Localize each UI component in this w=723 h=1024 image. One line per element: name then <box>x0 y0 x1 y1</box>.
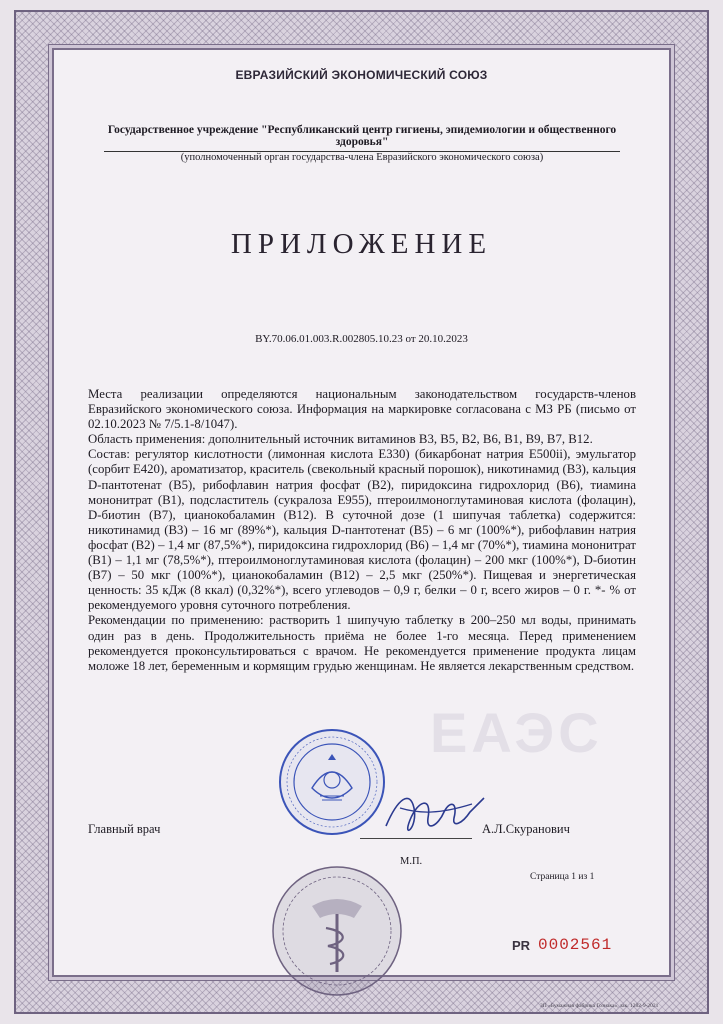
organization-name: Государственное учреждение "Республиканский центр гигиены, эпидемиологии и общественного здоровья" <box>107 124 617 148</box>
signer-name: А.Л.Скуранович <box>482 822 570 836</box>
paragraph-composition: Состав: регулятор кислотности (лимонная кислота E330) (бикарбонат натрия E500ii), эмульгатор (сорбит E420), ароматизатор, краситель (свекольный красный порошок), никотинамид (B3), кальция D-пантотенат (B5), рибофлавин натрия фосфат (B2), пиридоксина гидрохлорид (B6), тиамина мононитрат (B1), подсластитель (сукралоза E955), птероилмоноглутаминовая кислота (фолацин), D-биотин (B7), цианокобаламин (B12). В суточной дозе (1 шипучая таблетка) содержится: никотинамид (B3) – 16 мг (89%*), кальция D-пантотенат (B5) – 6 мг (100%*), рибофлавин натрия фосфат (B2) – 1,4 мг (87,5%*), пиридоксина гидрохлорид (B6) – 1,4 мг (70%*), тиамина мононитрат (B1) – 1,1 мг (78,5%*), птероилмоноглутаминовая кислота (фолацин) – 200 мкг (100%*), D-биотин (B7) – 50 мкг (100%*), цианокобаламин (B12) – 2,5 мкг (250%*). Пищевая и энергетическая ценность: 35 кДж (8 ккал) (0,32%*), всего углеводов – 0,9 г, белки – 0 г, всего жиров – 0 г. *- % от рекомендуемого уровня суточного потребления. <box>88 447 636 613</box>
hygiene-emblem-icon <box>268 862 406 1000</box>
page-counter: Страница 1 из 1 <box>530 872 595 882</box>
paragraph-recommendations: Рекомендации по применению: растворить 1 шипучую таблетку в 200–250 мл воды, принимать один раз в день. Продолжительность приёма не более 1-го месяца. Перед применением рекомендуется проконсультироваться с врачом. Не рекомендуется применение продукта лицам моложе 18 лет, беременным и кормящим грудью женщинам. Не является лекарственным средством. <box>88 613 636 673</box>
signature-line <box>360 838 472 839</box>
signer-position: Главный врач <box>88 822 161 836</box>
watermark: ЕАЭС <box>430 701 603 764</box>
authority-note: (уполномоченный орган государства-члена Евразийского экономического союза) <box>180 152 544 163</box>
serial-number: 0002561 <box>538 936 613 954</box>
page-title: ПРИЛОЖЕНИЕ <box>230 228 493 260</box>
registration-number: BY.70.06.01.003.R.002805.10.23 от 20.10.2023 <box>255 333 468 345</box>
union-header: ЕВРАЗИЙСКИЙ ЭКОНОМИЧЕСКИЙ СОЮЗ <box>235 68 488 82</box>
paragraph-scope: Область применения: дополнительный источник витаминов B3, B5, B2, B6, B1, B9, B7, B12. <box>88 432 593 447</box>
printer-imprint: ЗП «Бумажная фабрика Гознака», зак. 1282-9-2021 <box>540 1003 659 1009</box>
stamp-label: М.П. <box>400 856 423 867</box>
document-body <box>88 387 636 674</box>
serial-prefix: PR <box>512 938 531 953</box>
official-seal-icon <box>276 726 388 838</box>
paragraph-sales: Места реализации определяются национальным законодательством государств-членов Евразийского экономического союза. Информация на маркировке согласована с МЗ РБ (письмо от 02.10.2023 № 7/5.1-8/1047). <box>88 387 636 432</box>
